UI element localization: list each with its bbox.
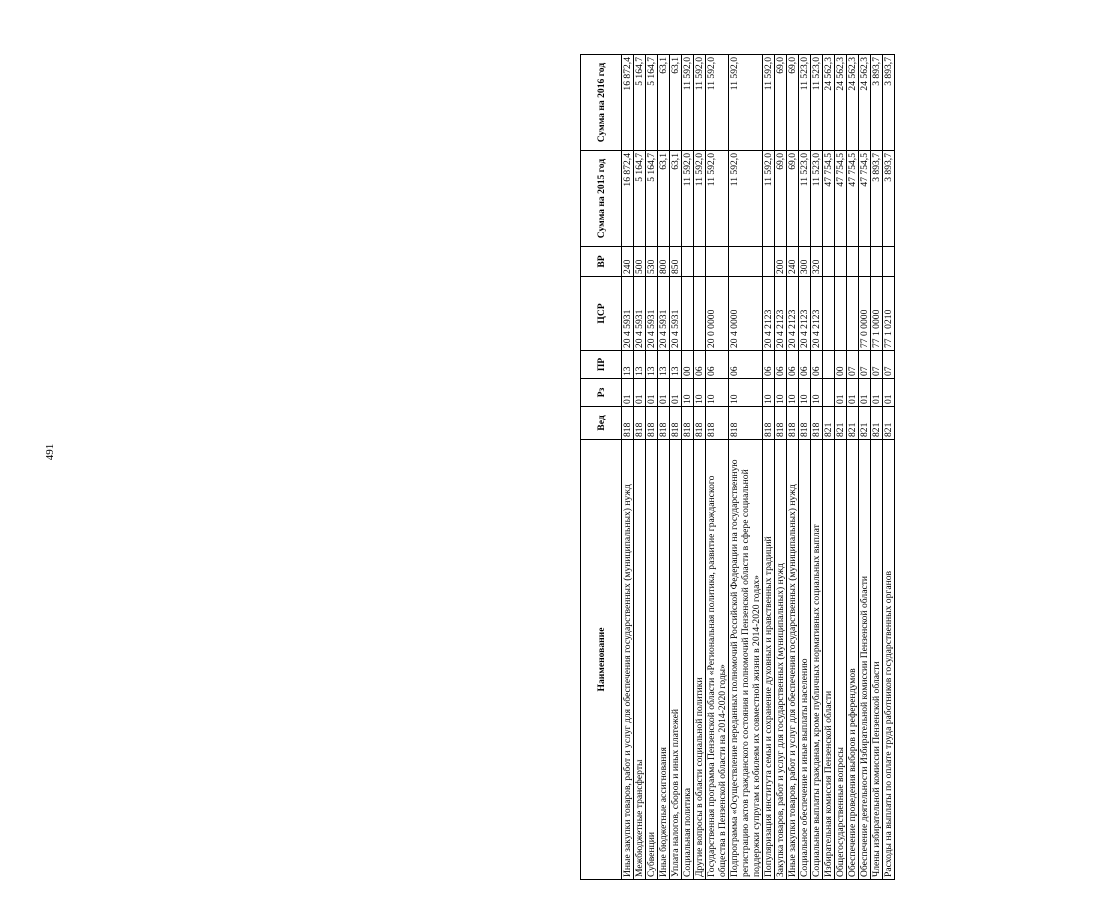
row-vr-cell: 530: [646, 247, 658, 277]
row-rz-cell: 10: [787, 379, 799, 407]
row-rz-cell: 01: [622, 379, 634, 407]
row-name-cell: Уплата налогов, сборов и иных платежей: [670, 440, 682, 880]
header-sum-2015: Сумма на 2015 год: [581, 151, 622, 247]
row-sum-2015-cell: 16 872,4: [622, 151, 634, 247]
row-name-cell: Обеспечение деятельности Избирательной комиссии Пензенской области: [859, 440, 871, 880]
row-name-cell: Избирательная комиссия Пензенской области: [823, 440, 835, 880]
row-sum-2016-cell: 24 562,3: [847, 55, 859, 151]
row-pr-cell: 06: [811, 351, 823, 379]
row-pr-cell: 06: [729, 351, 763, 379]
page-number: 491: [44, 443, 56, 461]
row-sum-2016-cell: 11 592,0: [706, 55, 729, 151]
row-csr-cell: 20 4 5931: [634, 277, 646, 351]
row-ved-cell: 821: [883, 407, 895, 440]
row-pr-cell: 13: [646, 351, 658, 379]
table-row: [787, 55, 799, 880]
row-name-cell: Иные закупки товаров, работ и услуг для обеспечения государственных (муниципальных) нужд: [787, 440, 799, 880]
table-row: [763, 55, 775, 880]
row-pr-cell: 06: [763, 351, 775, 379]
row-name-cell: Иные закупки товаров, работ и услуг для обеспечения государственных (муниципальных) нужд: [622, 440, 634, 880]
row-csr-cell: 20 4 5931: [646, 277, 658, 351]
row-ved-cell: 821: [847, 407, 859, 440]
table-row: [775, 55, 787, 880]
row-name-cell: Подпрограмма «Осуществление переданных полномочий Российской Федерации на государственную регистрацию актов гражданского состояния и полномочий Пензенской области в сфере социальной поддержки супругам к юбилеям их совместной жизни в 2014-2020 годах»: [729, 440, 763, 880]
table-row: [658, 55, 670, 880]
row-vr-cell: 320: [811, 247, 823, 277]
row-pr-cell: 00: [682, 351, 694, 379]
row-rz-cell: 01: [658, 379, 670, 407]
row-sum-2016-cell: 3 893,7: [883, 55, 895, 151]
row-sum-2016-cell: 69,0: [787, 55, 799, 151]
row-ved-cell: 818: [646, 407, 658, 440]
row-csr-cell: 20 4 5931: [658, 277, 670, 351]
row-pr-cell: 06: [799, 351, 811, 379]
table-row: [871, 55, 883, 880]
row-vr-cell: 300: [799, 247, 811, 277]
row-name-cell: Закупка товаров, работ и услуг для государственных (муниципальных) нужд: [775, 440, 787, 880]
row-sum-2015-cell: 3 893,7: [871, 151, 883, 247]
row-ved-cell: 818: [694, 407, 706, 440]
row-csr-cell: 20 4 2123: [811, 277, 823, 351]
row-sum-2015-cell: 11 592,0: [763, 151, 775, 247]
row-ved-cell: 818: [799, 407, 811, 440]
row-sum-2016-cell: 5 164,7: [634, 55, 646, 151]
row-sum-2015-cell: 63,1: [670, 151, 682, 247]
table-row: [682, 55, 694, 880]
table-row: [634, 55, 646, 880]
row-sum-2015-cell: 5 164,7: [646, 151, 658, 247]
row-vr-cell: [883, 247, 895, 277]
row-name-cell: Социальное обеспечение и иные выплаты населению: [799, 440, 811, 880]
row-ved-cell: 821: [859, 407, 871, 440]
row-sum-2016-cell: 24 562,3: [823, 55, 835, 151]
row-ved-cell: 818: [775, 407, 787, 440]
row-sum-2016-cell: 63,1: [670, 55, 682, 151]
row-sum-2016-cell: 63,1: [658, 55, 670, 151]
row-vr-cell: 850: [670, 247, 682, 277]
row-sum-2015-cell: 5 164,7: [634, 151, 646, 247]
row-vr-cell: 500: [634, 247, 646, 277]
row-name-cell: Общегосударственные вопросы: [835, 440, 847, 880]
table-row: [823, 55, 835, 880]
row-ved-cell: 818: [706, 407, 729, 440]
row-rz-cell: [823, 379, 835, 407]
header-vr: ВР: [581, 247, 622, 277]
row-ved-cell: 821: [823, 407, 835, 440]
row-name-cell: Государственная программа Пензенской области «Региональная политика, развитие гражданского общества в Пензенской области на 2014-2020 годы»: [706, 440, 729, 880]
row-name-cell: Члены избирательной комиссии Пензенской области: [871, 440, 883, 880]
table-row: [646, 55, 658, 880]
row-sum-2016-cell: 24 562,3: [835, 55, 847, 151]
row-csr-cell: 20 4 0000: [729, 277, 763, 351]
row-pr-cell: 06: [706, 351, 729, 379]
row-rz-cell: 10: [694, 379, 706, 407]
table-row: [729, 55, 763, 880]
row-sum-2015-cell: 47 754,5: [859, 151, 871, 247]
row-name-cell: Популяризация института семьи и сохранение духовных и нравственных традиций: [763, 440, 775, 880]
row-name-cell: Обеспечение проведения выборов и референдумов: [847, 440, 859, 880]
table-row: [799, 55, 811, 880]
row-sum-2015-cell: 11 592,0: [706, 151, 729, 247]
header-rz: Рз: [581, 379, 622, 407]
row-ved-cell: 818: [811, 407, 823, 440]
row-sum-2015-cell: 11 523,0: [811, 151, 823, 247]
table-row: [835, 55, 847, 880]
row-csr-cell: [694, 277, 706, 351]
row-rz-cell: 01: [847, 379, 859, 407]
header-name: Наименование: [581, 440, 622, 880]
row-vr-cell: [847, 247, 859, 277]
row-rz-cell: 01: [646, 379, 658, 407]
table-row: [670, 55, 682, 880]
row-csr-cell: 20 4 2123: [763, 277, 775, 351]
row-pr-cell: 00: [835, 351, 847, 379]
row-ved-cell: 818: [763, 407, 775, 440]
row-csr-cell: [823, 277, 835, 351]
row-csr-cell: [682, 277, 694, 351]
table-row: [811, 55, 823, 880]
row-sum-2016-cell: 11 523,0: [799, 55, 811, 151]
row-sum-2016-cell: 11 523,0: [811, 55, 823, 151]
row-csr-cell: 20 4 2123: [799, 277, 811, 351]
row-vr-cell: [706, 247, 729, 277]
row-csr-cell: 77 1 0000: [871, 277, 883, 351]
row-sum-2016-cell: 11 592,0: [763, 55, 775, 151]
row-ved-cell: 821: [871, 407, 883, 440]
row-ved-cell: 818: [787, 407, 799, 440]
row-sum-2015-cell: 11 592,0: [682, 151, 694, 247]
row-ved-cell: 818: [622, 407, 634, 440]
row-name-cell: Социальные выплаты гражданам, кроме публичных нормативных социальных выплат: [811, 440, 823, 880]
row-rz-cell: 10: [763, 379, 775, 407]
row-sum-2016-cell: 24 562,3: [859, 55, 871, 151]
row-sum-2016-cell: 3 893,7: [871, 55, 883, 151]
row-pr-cell: 13: [658, 351, 670, 379]
row-name-cell: Другие вопросы в области социальной политики: [694, 440, 706, 880]
row-csr-cell: 20 4 2123: [775, 277, 787, 351]
row-pr-cell: 06: [787, 351, 799, 379]
row-ved-cell: 821: [835, 407, 847, 440]
row-pr-cell: 13: [634, 351, 646, 379]
row-rz-cell: 01: [670, 379, 682, 407]
row-sum-2016-cell: 11 592,0: [682, 55, 694, 151]
row-sum-2015-cell: 69,0: [787, 151, 799, 247]
row-pr-cell: 06: [775, 351, 787, 379]
row-name-cell: Иные бюджетные ассигнования: [658, 440, 670, 880]
row-vr-cell: 200: [775, 247, 787, 277]
row-sum-2015-cell: 47 754,5: [823, 151, 835, 247]
row-vr-cell: [823, 247, 835, 277]
header-csr: ЦСР: [581, 277, 622, 351]
row-csr-cell: 77 0 0000: [859, 277, 871, 351]
row-name-cell: Расходы на выплаты по оплате труда работников государственных органов: [883, 440, 895, 880]
table-row: [847, 55, 859, 880]
rotated-table-wrapper: [580, 55, 1097, 880]
row-vr-cell: [835, 247, 847, 277]
table-row: [622, 55, 634, 880]
table-row: [859, 55, 871, 880]
row-vr-cell: [682, 247, 694, 277]
row-vr-cell: 240: [787, 247, 799, 277]
row-sum-2016-cell: 16 872,4: [622, 55, 634, 151]
table-body: [622, 55, 895, 880]
row-pr-cell: 13: [622, 351, 634, 379]
row-sum-2016-cell: 5 164,7: [646, 55, 658, 151]
row-sum-2015-cell: 69,0: [775, 151, 787, 247]
row-pr-cell: 07: [847, 351, 859, 379]
row-sum-2016-cell: 11 592,0: [694, 55, 706, 151]
row-vr-cell: 240: [622, 247, 634, 277]
budget-table: [580, 54, 895, 880]
row-pr-cell: 07: [883, 351, 895, 379]
row-sum-2015-cell: 47 754,5: [835, 151, 847, 247]
row-vr-cell: [859, 247, 871, 277]
row-rz-cell: 01: [871, 379, 883, 407]
row-sum-2015-cell: 3 893,7: [883, 151, 895, 247]
row-rz-cell: 01: [859, 379, 871, 407]
row-sum-2016-cell: 69,0: [775, 55, 787, 151]
row-csr-cell: 77 1 0210: [883, 277, 895, 351]
row-csr-cell: [835, 277, 847, 351]
row-csr-cell: 20 4 5931: [670, 277, 682, 351]
row-rz-cell: 10: [799, 379, 811, 407]
row-csr-cell: 20 0 0000: [706, 277, 729, 351]
row-ved-cell: 818: [658, 407, 670, 440]
header-row: [581, 55, 622, 880]
table-row: [706, 55, 729, 880]
table-row: [883, 55, 895, 880]
row-rz-cell: 10: [729, 379, 763, 407]
row-rz-cell: 10: [706, 379, 729, 407]
row-pr-cell: [823, 351, 835, 379]
row-csr-cell: [847, 277, 859, 351]
row-vr-cell: [694, 247, 706, 277]
header-sum-2016: Сумма на 2016 год: [581, 55, 622, 151]
row-name-cell: Субвенции: [646, 440, 658, 880]
row-rz-cell: 01: [634, 379, 646, 407]
row-rz-cell: 01: [883, 379, 895, 407]
row-vr-cell: 800: [658, 247, 670, 277]
row-rz-cell: 10: [682, 379, 694, 407]
row-name-cell: Социальная политика: [682, 440, 694, 880]
header-pr: ПР: [581, 351, 622, 379]
header-ved: Вед: [581, 407, 622, 440]
row-ved-cell: 818: [670, 407, 682, 440]
row-vr-cell: [729, 247, 763, 277]
row-rz-cell: 01: [835, 379, 847, 407]
row-pr-cell: 13: [670, 351, 682, 379]
row-pr-cell: 07: [859, 351, 871, 379]
row-sum-2015-cell: 11 592,0: [729, 151, 763, 247]
row-vr-cell: [871, 247, 883, 277]
row-sum-2015-cell: 47 754,5: [847, 151, 859, 247]
row-sum-2016-cell: 11 592,0: [729, 55, 763, 151]
row-name-cell: Межбюджетные трансферты: [634, 440, 646, 880]
row-csr-cell: 20 4 2123: [787, 277, 799, 351]
row-rz-cell: 10: [811, 379, 823, 407]
row-vr-cell: [763, 247, 775, 277]
row-sum-2015-cell: 11 592,0: [694, 151, 706, 247]
row-pr-cell: 07: [871, 351, 883, 379]
table-row: [694, 55, 706, 880]
row-ved-cell: 818: [682, 407, 694, 440]
row-sum-2015-cell: 11 523,0: [799, 151, 811, 247]
row-ved-cell: 818: [729, 407, 763, 440]
row-csr-cell: 20 4 5931: [622, 277, 634, 351]
row-rz-cell: 10: [775, 379, 787, 407]
row-ved-cell: 818: [634, 407, 646, 440]
row-pr-cell: 06: [694, 351, 706, 379]
row-sum-2015-cell: 63,1: [658, 151, 670, 247]
